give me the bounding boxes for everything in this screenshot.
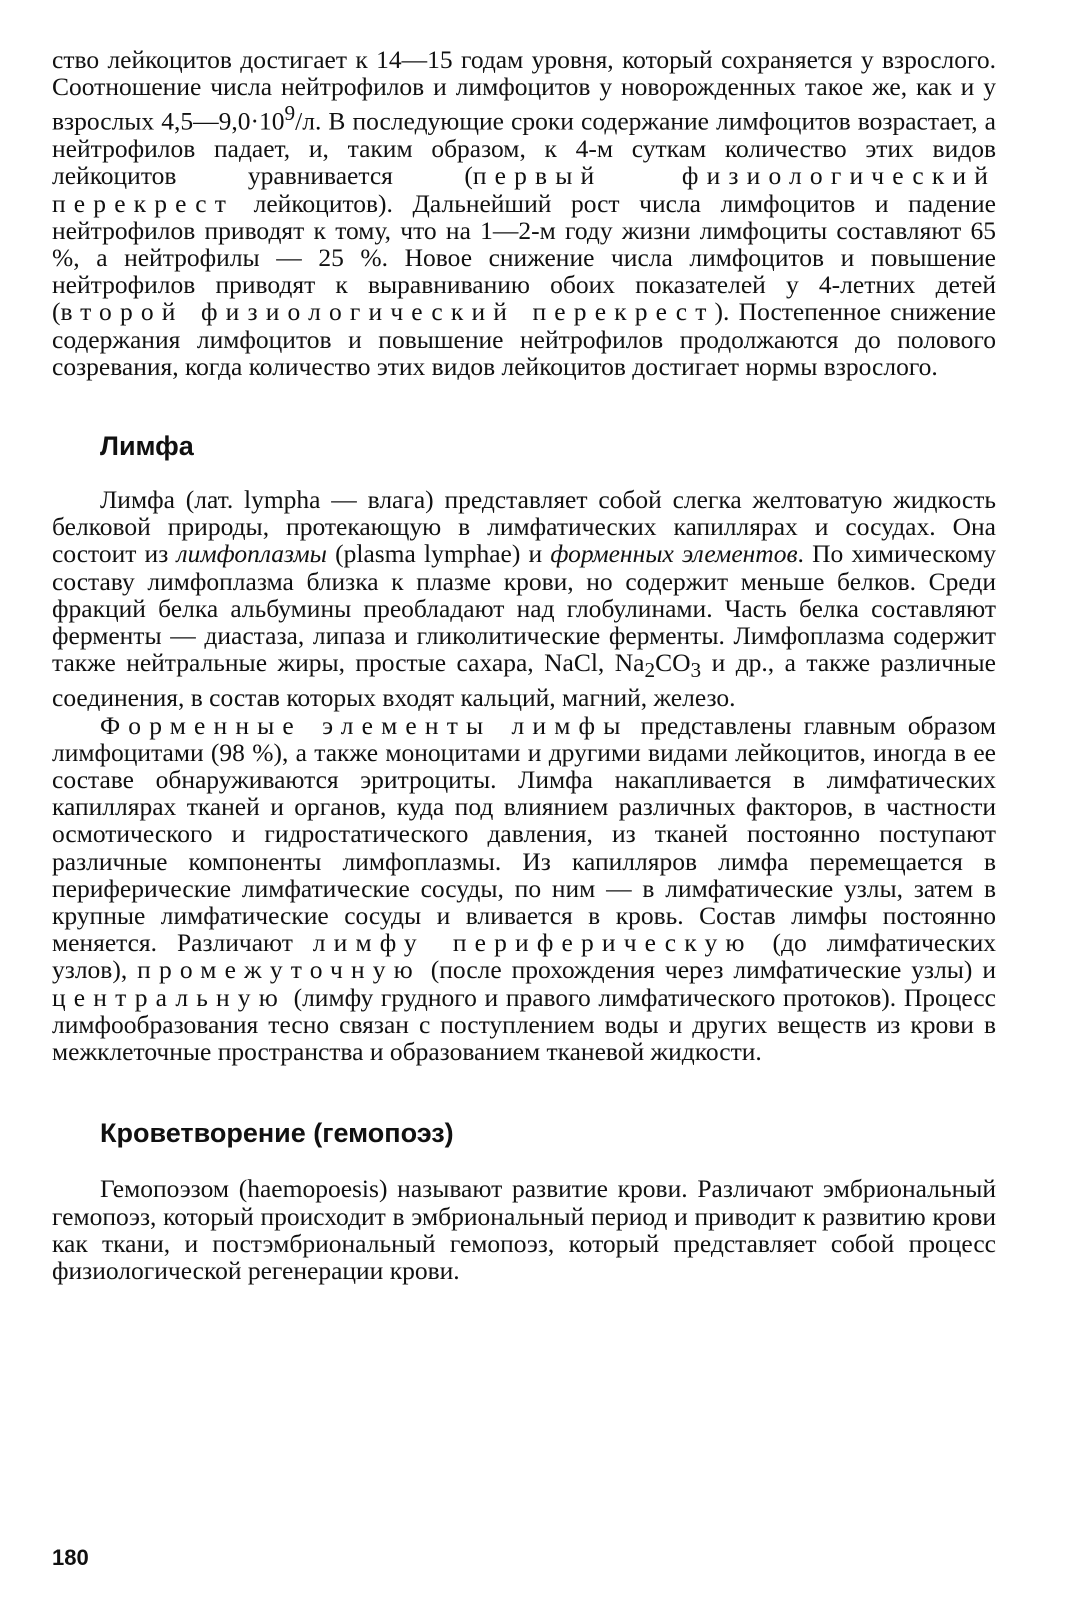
text-run: . По химическому составу лимфоплазма близка к плазме крови, но содержит меньше белков. Среди фракций белка альбумины преобладают над глобулинами. Часть белка составляют ферменты — диастаза, липаза и гликолитические ферменты. Лимфоплазма содержит также нейтральные жиры, простые сахара, NaCl, Na: [52, 539, 996, 678]
text-run: (лимфу грудного и правого лимфатического протоков). Процесс лимфообразования тесно связан с поступлением воды и других веществ из крови в межклеточные пространства и образованием тканевой жидкости.: [52, 982, 996, 1067]
text-run: (после прохождения через лимфатические узлы) и: [420, 955, 996, 985]
text-run: Гемопоэзом (haemopoesis) называют развитие крови. Различают эмбриональный гемопоэз, который происходит в эмбриональный период и приводит к развитию крови как ткани, и постэмбриональный гемопоэз, который представляет собой процесс физиологической регенерации крови.: [52, 1174, 996, 1285]
spaced-term: лимфу периферическую: [312, 928, 753, 958]
section-heading-hemopoiesis: Кроветворение (гемопоэз): [100, 1118, 454, 1149]
text-run: /л. В последующие сроки содержание лимфоцитов возрастает, а нейтрофилов падает, и, таким образом, к 4-м суткам количество этих видов лейкоцитов уравнивается (: [52, 106, 996, 191]
text-run: Лимфа (лат. lympha — влага) представляет собой слегка желтоватую жидкость белковой природы, протекающую в лимфатических капиллярах и сосудах. Она состоит из: [52, 484, 996, 569]
paragraph-hemopoiesis: [52, 1175, 996, 1284]
paragraph-leukocyte-crossover: [52, 46, 996, 380]
italic-term: лимфоплазмы: [176, 539, 327, 569]
paragraph-lymph-composition: [52, 486, 996, 712]
spaced-term: Форменные элементы лимфы: [100, 710, 629, 740]
text-run: ство лейкоцитов достигает к 14—15 годам уровня, который сохраняется у взрослого. Соотношение числа нейтрофилов и лимфоцитов у новорожденных такое же, как и у взрослых 4,5—9,0·10: [52, 45, 996, 136]
page-number: 180: [52, 1545, 89, 1570]
page-content: [52, 46, 996, 1284]
text-run: и др., а также различные соединения, в состав которых входят кальций, магний, железо.: [52, 648, 996, 713]
text-run: (до лимфатических узлов),: [52, 928, 996, 985]
text-run: ). Постепенное снижение содержания лимфоцитов и повышение нейтрофилов продолжаются до полового созревания, когда количество этих видов лейкоцитов достигает нормы взрослого.: [52, 297, 996, 381]
subscript: 2: [644, 658, 656, 683]
text-run: (plasma lymphae) и: [326, 539, 551, 569]
spaced-term: центральную: [52, 982, 286, 1012]
subscript: 3: [690, 658, 702, 683]
section-heading-lymph: Лимфа: [100, 430, 194, 461]
text-run: лейкоцитов). Дальнейший рост числа лимфоцитов и падение нейтрофилов приводят к тому, что на 1—2-м году жизни лимфоциты составляют 65 %, а нейтрофилы — 25 %. Новое снижение числа лимфоцитов и повышение нейтрофилов приводят к выравниванию обоих показателей у 4-летних детей (: [52, 188, 996, 327]
text-run: CO: [655, 648, 691, 678]
spaced-term: промежуточную: [137, 955, 421, 985]
spaced-term: первый физиологический перекрест: [52, 161, 996, 218]
spaced-term: второй физиологический перекрест: [60, 297, 715, 327]
paragraph-lymph-elements: [52, 712, 996, 1066]
text-run: представлены главным образом лимфоцитами (98 %), а также моноцитами и другими видами лейкоцитов, иногда в ее составе обнаруживаются эритроциты. Лимфа накапливается в лимфатических капиллярах тканей и органов, куда под влиянием различных факторов, в частности осмотического и гидростатического давления, из тканей постоянно поступают различные компоненты лимфоплазмы. Из капилляров лимфа перемещается в периферические лимфатические сосуды, по ним — в лимфатические узлы, затем в крупные лимфатические сосуды и вливается в кровь. Состав лимфы постоянно меняется. Различают: [52, 710, 996, 958]
italic-term: форменных элементов: [550, 539, 798, 569]
superscript: 9: [284, 101, 296, 126]
